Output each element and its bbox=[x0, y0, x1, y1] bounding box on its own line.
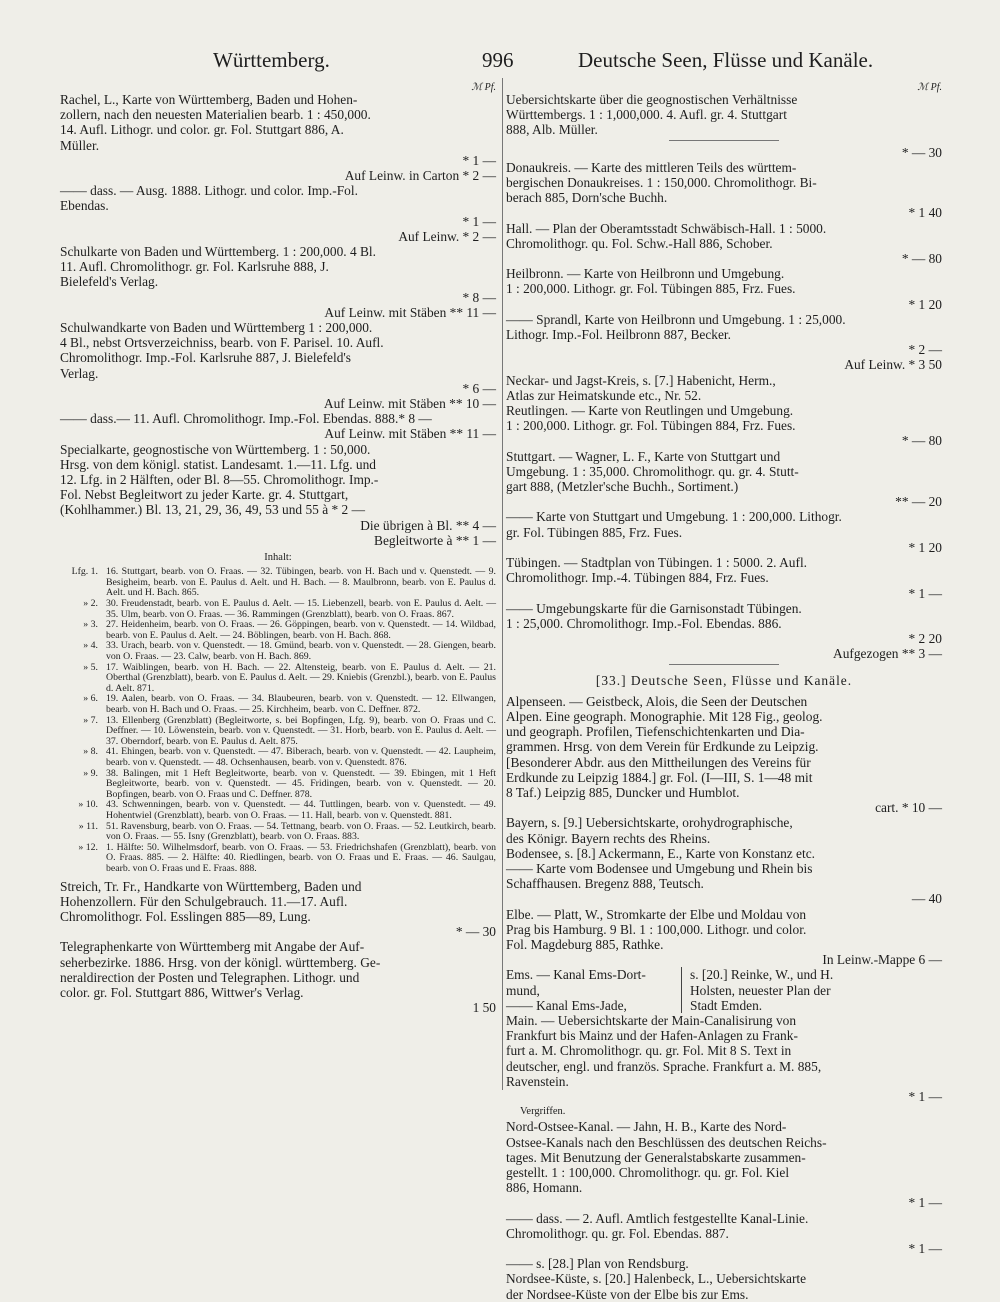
entry-dass-1888 bbox=[60, 183, 496, 213]
entry-schulwandkarte-line: Schulwandkarte von Baden und Württemberg 1 : 200,000. bbox=[60, 320, 373, 336]
inhalt-row bbox=[60, 641, 496, 662]
price-dass-1888-leinw: Auf Leinw. * 2 — bbox=[398, 228, 496, 244]
entry-nordsee-kueste-line: Nordsee-Küste, s. [20.] Halenbeck, L., Uebersichtskarte bbox=[506, 1271, 807, 1287]
inhalt-lfg-number: » 5. bbox=[83, 661, 98, 673]
entry-nord-ostsee-kanal-line: gestellt. 1 : 100,000. Chromolithogr. qu. gr. Fol. Kiel bbox=[506, 1165, 790, 1181]
inhalt-row bbox=[60, 620, 496, 641]
inhalt-row bbox=[60, 769, 496, 801]
entry-bodensee-line: Schaffhausen. Bregenz 888, Teutsch. bbox=[506, 876, 704, 892]
inhalt-text: 17. Waiblingen, bearb. von H. Bach. — 22. Altensteig, bearb. von E. Paulus d. Aelt. — 21. Oberthal (Grenzblatt), bearb. von E. Paulus d. Aelt. — 29. Kniebis (Grenzbl.), bearb. von E. Paulus d. Aelt. 871. bbox=[106, 661, 496, 694]
header-left-title: Württemberg. bbox=[213, 48, 330, 72]
entry-schulkarte-line: Schulkarte von Baden und Württemberg. 1 : 200,000. 4 Bl. bbox=[60, 244, 377, 260]
entry-bodensee-line: —— Karte vom Bodensee und Umgebung und Rhein bis bbox=[506, 860, 813, 876]
price-stuttgart-2: * 1 20 bbox=[908, 539, 942, 555]
inhalt-lfg-number: » 3. bbox=[83, 619, 98, 631]
inhalt-row bbox=[60, 822, 496, 843]
inhalt-lfg-number: » 12. bbox=[78, 841, 98, 853]
inhalt-title: Inhalt: bbox=[264, 552, 292, 564]
entry-schulkarte bbox=[60, 244, 496, 290]
entry-specialkarte-line: Specialkarte, geognostische von Württemberg. 1 : 50,000. bbox=[60, 441, 371, 457]
main-vergriffen: Vergriffen. bbox=[520, 1106, 566, 1118]
price-telegraphenkarte: 1 50 bbox=[472, 1000, 496, 1016]
entry-sprandl-line: Lithogr. Imp.-Fol. Heilbronn 887, Becker. bbox=[506, 327, 732, 343]
entry-streich bbox=[60, 879, 496, 925]
price-tuebingen: * 1 — bbox=[908, 585, 942, 601]
entry-heilbronn-line: 1 : 200,000. Lithogr. gr. Fol. Tübingen 885, Frz. Fues. bbox=[506, 281, 796, 297]
entry-telegraphenkarte bbox=[60, 939, 496, 1000]
entry-streich-line: Hohenzollern. Für den Schulgebrauch. 11.—17. Aufl. bbox=[60, 893, 348, 909]
price-dass-1888: * 1 — bbox=[462, 213, 496, 229]
entry-dass-1888-line: Ebendas. bbox=[60, 198, 109, 214]
entry-main-line: furt a. M. Chromolithogr. qu. gr. Fol. Mit 8 S. Text in bbox=[506, 1043, 792, 1059]
entry-stuttgart-2-line: gr. Fol. Tübingen 885, Frz. Fues. bbox=[506, 524, 683, 540]
inhalt-text: 27. Heidenheim, bearb. von O. Fraas. — 26. Göppingen, bearb. von v. Quenstedt. — 14. Wildbad, bearb. von E. Paulus d. Aelt. — 24. Böblingen, bearb. von H. Bach. 868. bbox=[106, 619, 496, 641]
entry-nord-ostsee-kanal bbox=[506, 1119, 942, 1195]
price-streich: * — 30 bbox=[455, 924, 496, 940]
inhalt-row bbox=[60, 599, 496, 620]
entry-rendsburg: —— s. [28.] Plan von Rendsburg. bbox=[506, 1256, 689, 1272]
price-stuttgart: ** — 20 bbox=[895, 494, 942, 510]
currency-header bbox=[60, 80, 496, 92]
ems-right-line: Stadt Emden. bbox=[690, 997, 763, 1013]
entry-tuebingen-line: Chromolithogr. Imp.-4. Tübingen 884, Frz. Fues. bbox=[506, 570, 769, 586]
entry-nord-ostsee-2aufl bbox=[506, 1211, 942, 1241]
entry-nord-ostsee-2aufl-line: —— dass. — 2. Aufl. Amtlich festgestellte Kanal-Linie. bbox=[506, 1210, 809, 1226]
entry-uebersichtskarte-line: Württembergs. 1 : 1,000,000. 4. Aufl. gr. 4. Stuttgart bbox=[506, 107, 787, 123]
inhalt-text: 16. Stuttgart, bearb. von O. Fraas. — 32. Tübingen, bearb. von H. Bach und v. Quenstedt. — 9. Besigheim, bearb. von E. Paulus d. Aelt. und H. Bach. — 8. Maulbronn, bearb. von E. Paulus d. Aelt. und H. Bach. 865. bbox=[106, 566, 496, 599]
entry-rachel-line: Rachel, L., Karte von Württemberg, Baden und Hohen- bbox=[60, 92, 358, 107]
entry-schulwandkarte-line: Chromolithogr. Imp.-Fol. Karlsruhe 887, J. Bielefeld's bbox=[60, 350, 352, 366]
header-right-title: Deutsche Seen, Flüsse und Kanäle. bbox=[578, 48, 874, 72]
price-sprandl-leinw: Auf Leinw. * 3 50 bbox=[844, 357, 942, 373]
price-umgebungskarte: * 2 20 bbox=[908, 631, 942, 647]
entry-donaukreis-line: berach 885, Dorn'sche Buchh. bbox=[506, 190, 668, 206]
entry-dass-1888-line: —— dass. — Ausg. 1888. Lithogr. und color. Imp.-Fol. bbox=[60, 183, 358, 199]
entry-specialkarte-line: (Kohlhammer.) Bl. 13, 21, 29, 36, 49, 53 und 55 à * 2 — bbox=[60, 502, 365, 518]
entry-alpenseen-line: grammen. Hrsg. von dem Verein für Erdkunde zu Leipzig. bbox=[506, 739, 819, 755]
inhalt-text: 1. Hälfte: 50. Wilhelmsdorf, bearb. von O. Fraas. — 53. Friedrichshafen (Grenzblatt), bearb. von O. Fraas. 885. — 2. Hälfte: 40. Riedlingen, bearb. von O. Fraas und E. Fraas. — 46. Saulgau, bearb. von O. Fraas und E. Fraas. 888. bbox=[106, 841, 496, 874]
price-schulwandkarte-leinw: Auf Leinw. mit Stäben ** 10 — bbox=[323, 396, 496, 412]
entry-alpenseen-line: [Besonderer Abdr. aus den Mittheilungen des Vereins für bbox=[506, 754, 811, 770]
inhalt-text: 13. Ellenberg (Grenzblatt) (Begleitworte, s. bei Bopfingen, Lfg. 9), bearb. von O. Fraas und C. Deffner. — 10. Löwenstein, bearb. von v. Quenstedt. — 31. Horb, bearb. von E. Paulus d. Aelt. — 37. Oberndorf, bearb. von E. Paulus d. Aelt. 875. bbox=[106, 714, 496, 747]
separator-line bbox=[669, 140, 779, 141]
page-number: 996 bbox=[482, 48, 514, 72]
entry-rachel bbox=[60, 92, 496, 153]
inhalt-row bbox=[60, 800, 496, 821]
ems-left-line: —— Kanal Ems-Jade, bbox=[506, 997, 627, 1013]
ems-right-line: Holsten, neuester Plan der bbox=[690, 982, 831, 998]
inhalt-lfg-number: » 7. bbox=[83, 714, 98, 726]
entry-stuttgart-line: gart 888, (Metzler'sche Buchh., Sortiment.) bbox=[506, 479, 739, 495]
entry-bayern-line: des Königr. Bayern rechts des Rheins. bbox=[506, 830, 711, 846]
separator-line bbox=[669, 664, 779, 665]
entry-stuttgart-line: Umgebung. 1 : 35,000. Chromolithogr. qu. gr. 4. Stutt- bbox=[506, 463, 799, 479]
price-reutlingen: * — 80 bbox=[901, 433, 942, 449]
entry-alpenseen-line: Alpenseen. — Geistbeck, Alois, die Seen der Deutschen bbox=[506, 693, 808, 709]
entry-elbe bbox=[506, 907, 942, 953]
price-elbe: In Leinw.-Mappe 6 — bbox=[822, 952, 942, 968]
price-hall: * — 80 bbox=[901, 251, 942, 267]
inhalt-lfg-number: » 6. bbox=[83, 693, 98, 705]
entry-heilbronn-line: Heilbronn. — Karte von Heilbronn und Umgebung. bbox=[506, 266, 785, 282]
entry-nordsee-kueste bbox=[506, 1271, 942, 1301]
price-schulkarte-leinw: Auf Leinw. mit Stäben ** 11 — bbox=[324, 304, 496, 320]
price-schulkarte: * 8 — bbox=[462, 289, 496, 305]
inhalt-row bbox=[60, 747, 496, 768]
inhalt-text: 33. Urach, bearb. von v. Quenstedt. — 18. Gmünd, bearb. von v. Quenstedt. — 28. Giengen, bearb. von O. Fraas. — 23. Calw, bearb. von H. Bach. 869. bbox=[106, 640, 496, 663]
entry-neckar-jagst-line: Atlas zur Heimatskunde etc., Nr. 52. bbox=[506, 387, 702, 403]
inhalt-row bbox=[60, 663, 496, 695]
inhalt-text: 19. Aalen, bearb. von O. Fraas. — 34. Blaubeuren, bearb. von v. Quenstedt. — 12. Ellwangen, bearb. von H. Bach und O. Fraas. — 25. Kirchheim, bearb. von C. Deffner. 872. bbox=[106, 693, 496, 716]
entry-uebersichtskarte-line: Uebersichtskarte über die geognostischen Verhältnisse bbox=[506, 92, 798, 107]
entry-main-line: Main. — Uebersichtskarte der Main-Canalisirung von bbox=[506, 1012, 797, 1028]
page-header bbox=[0, 48, 1000, 78]
ems-right-block bbox=[690, 967, 942, 1013]
inhalt-text: 43. Schwenningen, bearb. von v. Quenstedt. — 44. Tuttlingen, bearb. von v. Quenstedt. — 49. Hohentwiel (Grenzblatt), bearb. von O. Fraas. — 11. Hall, bearb. von v. Quenstedt. 881. bbox=[106, 799, 496, 821]
price-rachel-leinw: Auf Leinw. in Carton * 2 — bbox=[344, 168, 496, 184]
entry-reutlingen-line: 1 : 200,000. Lithogr. gr. Fol. Tübingen 884, Frz. Fues. bbox=[506, 418, 796, 434]
entry-stuttgart-line: Stuttgart. — Wagner, L. F., Karte von Stuttgart und bbox=[506, 448, 781, 464]
currency-label: ℳ Pf. bbox=[471, 82, 496, 93]
entry-nord-ostsee-kanal-line: Nord-Ostsee-Kanal. — Jahn, H. B., Karte des Nord- bbox=[506, 1119, 787, 1135]
price-bodensee: — 40 bbox=[911, 891, 942, 907]
inhalt-lfg-number: » 11. bbox=[78, 820, 98, 832]
price-main: * 1 — bbox=[908, 1089, 942, 1104]
entry-umgebungskarte-line: —— Umgebungskarte für die Garnisonstadt Tübingen. bbox=[506, 600, 802, 616]
entry-specialkarte-line: Fol. Nebst Begleitwort zu jeder Karte. gr. 4. Stuttgart, bbox=[60, 487, 349, 503]
entry-specialkarte-line: Hrsg. von dem königl. statist. Landesamt. 1.—11. Lfg. und bbox=[60, 456, 377, 472]
entry-schulkarte-line: Bielefeld's Verlag. bbox=[60, 274, 159, 290]
entry-neckar-jagst-line: Neckar- und Jagst-Kreis, s. [7.] Habenicht, Herm., bbox=[506, 372, 776, 388]
entry-hall bbox=[506, 221, 942, 251]
inhalt-row bbox=[60, 716, 496, 748]
entry-bodensee-line: Bodensee, s. [8.] Ackermann, E., Karte von Konstanz etc. bbox=[506, 845, 816, 861]
entry-main-line: Ravenstein. bbox=[506, 1073, 569, 1089]
entry-nord-ostsee-kanal-line: tages. Mit Benutzung der Generalstabskarte zusammen- bbox=[506, 1149, 806, 1165]
inhalt-text: 30. Freudenstadt, bearb. von E. Paulus d. Aelt. — 15. Liebenzell, bearb. von E. Paulus d. Aelt. — 35. Ulm, bearb. von O. Fraas. — 36. Rammingen (Grenzblatt), bearb. von O. Fraas. 867. bbox=[106, 598, 496, 620]
entry-bayern bbox=[506, 815, 942, 845]
entry-rachel-line: zollern, nach den neuesten Materialien bearb. 1 : 450,000. bbox=[60, 107, 371, 123]
entry-elbe-line: Fol. Magdeburg 885, Rathke. bbox=[506, 936, 664, 952]
currency-label: ℳ Pf. bbox=[917, 82, 942, 93]
price-special-uebrigen: Die übrigen à Bl. ** 4 — bbox=[360, 517, 496, 533]
inhalt-lfg-number: » 9. bbox=[83, 767, 98, 779]
entry-sprandl bbox=[506, 312, 942, 342]
entry-main bbox=[506, 1013, 942, 1089]
entry-umgebungskarte bbox=[506, 601, 942, 631]
entry-elbe-line: Prag bis Hamburg. 9 Bl. 1 : 100,000. Lithogr. und color. bbox=[506, 921, 807, 937]
entry-schulwandkarte-line: 4 Bl., nebst Ortsverzeichniss, bearb. von F. Parisel. 10. Aufl. bbox=[60, 335, 384, 351]
entry-tuebingen bbox=[506, 555, 942, 585]
right-column bbox=[506, 80, 942, 1302]
entry-specialkarte-line: 12. Lfg. in 2 Hälften, oder Bl. 8—55. Chromolithogr. Imp.- bbox=[60, 472, 379, 488]
price-heilbronn: * 1 20 bbox=[908, 296, 942, 312]
ems-left-line: mund, bbox=[506, 982, 540, 998]
entry-stuttgart-2 bbox=[506, 509, 942, 539]
entry-donaukreis-line: bergischen Donaukreises. 1 : 150,000. Chromolithogr. Bi- bbox=[506, 175, 817, 191]
inhalt-row bbox=[60, 694, 496, 715]
inhalt-text: 51. Ravensburg, bearb. von O. Fraas. — 54. Tettnang, bearb. von O. Fraas. — 52. Leutkirch, bearb. von O. Fraas. — 55. Isny (Grenzblatt), bearb. von O. Fraas. 883. bbox=[106, 820, 496, 843]
price-special-begleitworte: Begleitworte à ** 1 — bbox=[374, 532, 496, 548]
price-umgebungskarte-aufgezogen: Aufgezogen ** 3 — bbox=[833, 646, 942, 662]
currency-header bbox=[506, 80, 942, 92]
price-nord-ostsee-kanal: * 1 — bbox=[908, 1195, 942, 1211]
inhalt-lfg-number: » 8. bbox=[83, 746, 98, 758]
entry-schulkarte-line: 11. Aufl. Chromolithogr. gr. Fol. Karlsruhe 888, J. bbox=[60, 259, 329, 275]
price-uebersichtskarte: * — 30 bbox=[901, 144, 942, 160]
entry-rachel-line: 14. Aufl. Lithogr. und color. gr. Fol. Stuttgart 886, A. bbox=[60, 122, 344, 138]
entry-alpenseen-line: und geograph. Profilen, Tiefenschichtenkarten und Dia- bbox=[506, 724, 805, 740]
entry-donaukreis-line: Donaukreis. — Karte des mittleren Teils des württem- bbox=[506, 159, 797, 175]
entry-neckar-jagst bbox=[506, 373, 942, 403]
price-schulwandkarte: * 6 — bbox=[462, 380, 496, 396]
entry-bodensee bbox=[506, 846, 942, 892]
entry-specialkarte bbox=[60, 442, 496, 518]
entry-telegraphenkarte-line: Telegraphenkarte von Württemberg mit Angabe der Auf- bbox=[60, 939, 365, 955]
inhalt-row bbox=[60, 843, 496, 875]
inhalt-lfg-number: » 10. bbox=[78, 799, 98, 811]
entry-umgebungskarte-line: 1 : 25,000. Chromolithogr. Imp.-Fol. Ebendas. 886. bbox=[506, 615, 782, 631]
entry-telegraphenkarte-line: seherbezirke. 1886. Hrsg. von der königl. württemberg. Ge- bbox=[60, 954, 381, 970]
price-dass-11-leinw: Auf Leinw. mit Stäben ** 11 — bbox=[324, 426, 496, 442]
price-rachel: * 1 — bbox=[462, 152, 496, 168]
inhalt-lfg-number: Lfg. 1. bbox=[71, 566, 98, 578]
entry-nord-ostsee-kanal-line: 886, Homann. bbox=[506, 1180, 583, 1196]
inhalt-list bbox=[60, 567, 496, 874]
entry-ems bbox=[506, 967, 942, 1013]
entry-schulwandkarte bbox=[60, 320, 496, 381]
entry-streich-line: Streich, Tr. Fr., Handkarte von Württemberg, Baden und bbox=[60, 878, 362, 894]
inhalt-text: 38. Balingen, mit 1 Heft Begleitworte, bearb. von v. Quenstedt. — 39. Ebingen, mit 1 Heft Begleitworte, bearb. von v. Quenstedt. — 45. Fridingen, bearb. von v. Quenstedt. — 20. Bopfingen, bearb. von O. Fraas und C. Deffner. 878. bbox=[106, 767, 496, 800]
entry-alpenseen-line: Erdkunde zu Leipzig 1884.] gr. Fol. (I—III, S. 1—48 mit bbox=[506, 769, 813, 785]
entry-streich-line: Chromolithogr. Fol. Esslingen 885—89, Lung. bbox=[60, 908, 311, 924]
entry-stuttgart-2-line: —— Karte von Stuttgart und Umgebung. 1 : 200,000. Lithogr. bbox=[506, 509, 842, 525]
entry-nord-ostsee-2aufl-line: Chromolithogr. qu. gr. Fol. Ebendas. 887. bbox=[506, 1225, 729, 1241]
entry-alpenseen-line: Alpen. Eine geograph. Monographie. Mit 128 Fig., geolog. bbox=[506, 708, 823, 724]
entry-rachel-line: Müller. bbox=[60, 137, 100, 153]
entry-alpenseen-line: 8 Taf.) Leipzig 885, Duncker und Humblot. bbox=[506, 784, 740, 800]
inhalt-lfg-number: » 2. bbox=[83, 598, 98, 610]
ems-left-block bbox=[506, 967, 682, 1013]
entry-hall-line: Chromolithogr. qu. Fol. Schw.-Hall 886, Schober. bbox=[506, 235, 773, 251]
price-alpenseen: cart. * 10 — bbox=[875, 800, 942, 816]
entry-reutlingen bbox=[506, 403, 942, 433]
entry-tuebingen-line: Tübingen. — Stadtplan von Tübingen. 1 : 5000. 2. Aufl. bbox=[506, 555, 808, 571]
entry-alpenseen bbox=[506, 694, 942, 800]
entry-telegraphenkarte-line: color. gr. Fol. Stuttgart 886, Wittwer's Verlag. bbox=[60, 984, 304, 1000]
entry-dass-11-aufl: —— dass.— 11. Aufl. Chromolithogr. Imp.-Fol. Ebendas. 888.* 8 — bbox=[60, 411, 432, 427]
inhalt-lfg-number: » 4. bbox=[83, 640, 98, 652]
entry-hall-line: Hall. — Plan der Oberamtsstadt Schwäbisch-Hall. 1 : 5000. bbox=[506, 220, 827, 236]
entry-uebersichtskarte-line: 888, Alb. Müller. bbox=[506, 122, 598, 138]
ems-right-line: s. [20.] Reinke, W., und H. bbox=[690, 967, 834, 983]
price-sprandl: * 2 — bbox=[908, 342, 942, 358]
entry-schulwandkarte-line: Verlag. bbox=[60, 365, 99, 381]
ems-left-line: Ems. — Kanal Ems-Dort- bbox=[506, 967, 646, 983]
entry-elbe-line: Elbe. — Platt, W., Stromkarte der Elbe und Moldau von bbox=[506, 906, 807, 922]
entry-bayern-line: Bayern, s. [9.] Uebersichtskarte, orohydrographische, bbox=[506, 815, 793, 831]
price-donaukreis: * 1 40 bbox=[908, 205, 942, 221]
entry-nordsee-kueste-line: der Nordsee-Küste von der Elbe bis zur Ems. bbox=[506, 1286, 749, 1302]
section-title: [33.] Deutsche Seen, Flüsse und Kanäle. bbox=[595, 672, 853, 688]
price-nord-ostsee-2aufl: * 1 — bbox=[908, 1241, 942, 1257]
column-divider bbox=[502, 78, 503, 1090]
entry-donaukreis bbox=[506, 160, 942, 206]
inhalt-text: 41. Ehingen, bearb. von v. Quenstedt. — 47. Biberach, bearb. von v. Quenstedt. — 42. Laupheim, bearb. von v. Quenstedt. — 48. Ochsenhausen, bearb. von v. Quenstedt. 876. bbox=[106, 746, 496, 768]
entry-reutlingen-line: Reutlingen. — Karte von Reutlingen und Umgebung. bbox=[506, 403, 794, 419]
entry-heilbronn bbox=[506, 266, 942, 296]
left-column bbox=[60, 80, 496, 1015]
entry-uebersichtskarte bbox=[506, 92, 942, 138]
inhalt-row bbox=[60, 567, 496, 599]
entry-main-line: deutscher, engl. und französ. Sprache. Frankfurt a. M. 885, bbox=[506, 1058, 822, 1074]
entry-sprandl-line: —— Sprandl, Karte von Heilbronn und Umgebung. 1 : 25,000. bbox=[506, 311, 846, 327]
entry-main-line: Frankfurt bis Mainz und der Hafen-Anlagen zu Frank- bbox=[506, 1028, 798, 1044]
entry-nord-ostsee-kanal-line: Ostsee-Kanals nach den Beschlüssen des deutschen Reichs- bbox=[506, 1134, 827, 1150]
entry-telegraphenkarte-line: neraldirection der Posten und Telegraphen. Lithogr. und bbox=[60, 969, 360, 985]
entry-stuttgart bbox=[506, 449, 942, 495]
